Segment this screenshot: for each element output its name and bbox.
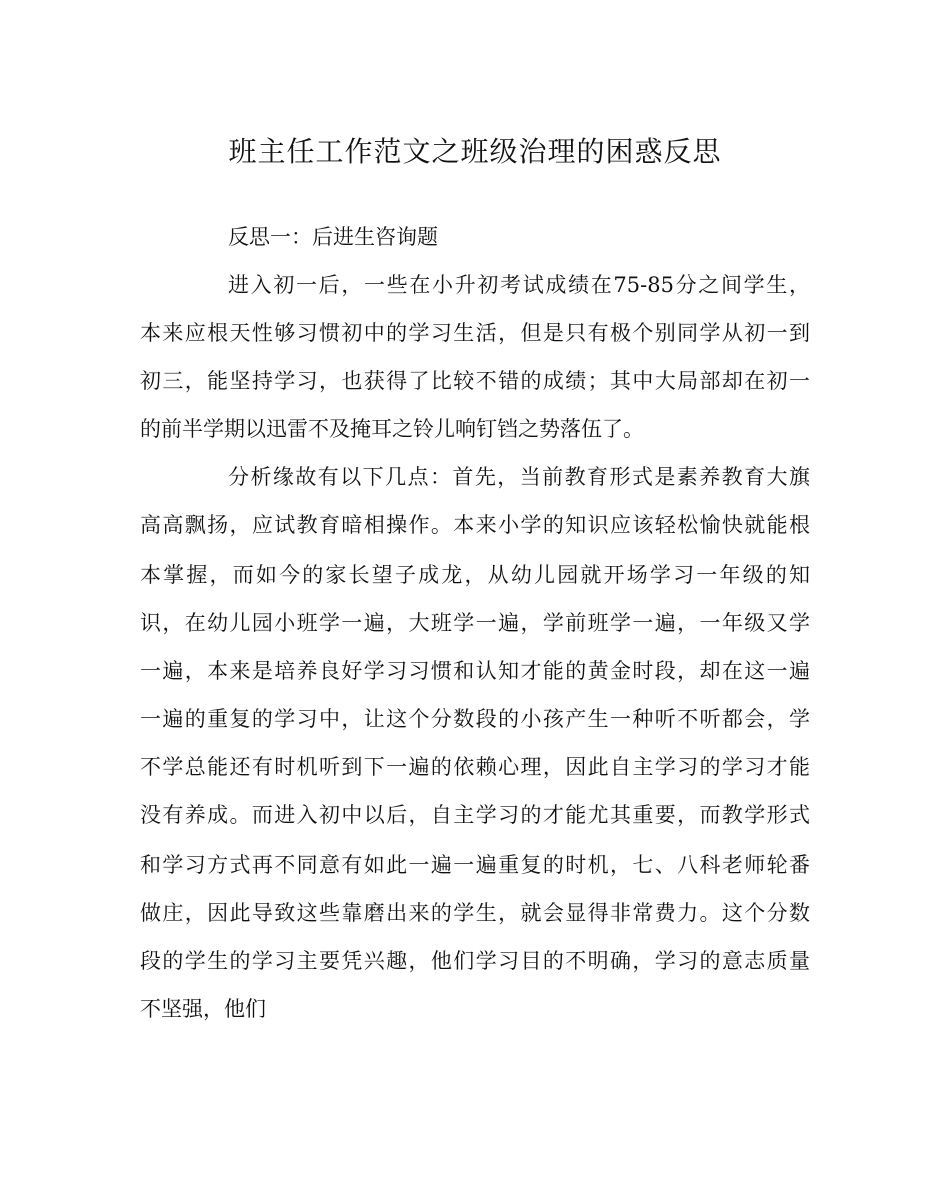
paragraph-1-line-4: 的前半学期以迅雷不及掩耳之铃儿响钉铛之势落伍了。 bbox=[140, 417, 644, 441]
paragraph-2-line-4: 识，在幼儿园小班学一遍，大班学一遍，学前班学一遍，一年级又学 bbox=[140, 611, 810, 635]
paragraph-1-line-1: 进入初一后，一些在小升初考试成绩在75-85分之间学生， bbox=[228, 273, 810, 297]
paragraph-2-line-1: 分析缘故有以下几点：首先，当前教育形式是素养教育大旗 bbox=[228, 465, 810, 489]
section-heading: 反思一：后进生咨询题 bbox=[228, 225, 438, 249]
paragraph-2-line-10: 做庄，因此导致这些靠磨出来的学生，就会显得非常费力。这个分数 bbox=[140, 901, 810, 925]
paragraph-2-line-6: 一遍的重复的学习中，让这个分数段的小孩产生一种听不听都会，学 bbox=[140, 707, 810, 731]
paragraph-1-line-3: 初三，能坚持学习，也获得了比较不错的成绩；其中大局部却在初一 bbox=[140, 369, 810, 393]
paragraph-2-line-11: 段的学生的学习主要凭兴趣，他们学习目的不明确，学习的意志质量 bbox=[140, 949, 810, 973]
document-title: 班主任工作范文之班级治理的困惑反思 bbox=[228, 135, 722, 168]
paragraph-2-line-7: 不学总能还有时机听到下一遍的依赖心理，因此自主学习的学习才能 bbox=[140, 755, 810, 779]
paragraph-2-line-3: 本掌握，而如今的家长望子成龙，从幼儿园就开场学习一年级的知 bbox=[140, 563, 810, 587]
paragraph-2-line-12: 不坚强，他们 bbox=[140, 997, 266, 1021]
paragraph-1-line-2: 本来应根天性够习惯初中的学习生活，但是只有极个别同学从初一到 bbox=[140, 321, 810, 345]
paragraph-2-line-9: 和学习方式再不同意有如此一遍一遍重复的时机，七、八科老师轮番 bbox=[140, 853, 810, 877]
paragraph-2-line-5: 一遍，本来是培养良好学习习惯和认知才能的黄金时段，却在这一遍 bbox=[140, 659, 810, 683]
paragraph-2-line-8: 没有养成。而进入初中以后，自主学习的才能尤其重要，而教学形式 bbox=[140, 803, 810, 827]
paragraph-2-line-2: 高高飘扬，应试教育暗相操作。本来小学的知识应该轻松愉快就能根 bbox=[140, 513, 810, 537]
